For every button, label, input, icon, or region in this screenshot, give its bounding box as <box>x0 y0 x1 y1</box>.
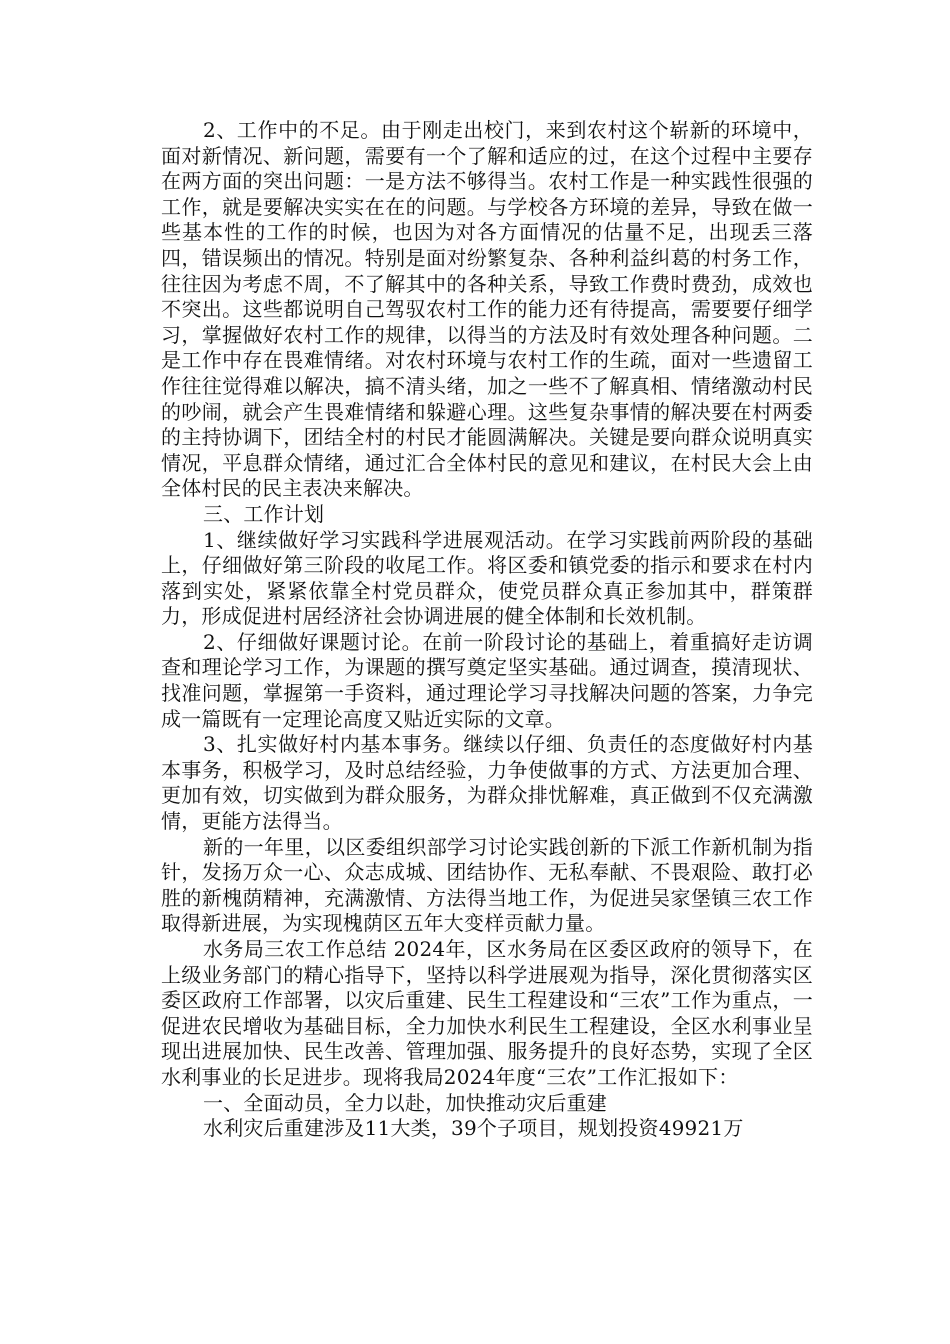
paragraph-work-shortcomings: 2、工作中的不足。由于刚走出校门，来到农村这个崭新的环境中，面对新情况、新问题，需要有一个了解和适应的过，在这个过程中主要存在两方面的突出问题：一是方法不够得当。农村工作是一种实践性很强的工作，就是要解决实实在在的问题。与学校各方环境的差异，导致在做一些基本性的工作的时候，也因为对各方面情况的估量不足，出现丢三落四，错误频出的情况。特别是面对纷繁复杂、各种利益纠葛的村务工作，往往因为考虑不周，不了解其中的各种关系，导致工作费时费劲，成效也不突出。这些都说明自己驾驭农村工作的能力还有待提高，需要要仔细学习，掌握做好农村工作的规律，以得当的方法及时有效处理各种问题。二是工作中存在畏难情绪。对农村环境与农村工作的生疏，面对一些遗留工作往往觉得难以解决，搞不清头绪，加之一些不了解真相、情绪激动村民的吵闹，就会产生畏难情绪和躲避心理。这些复杂事情的解决要在村两委的主持协调下，团结全村的村民才能圆满解决。关键是要向群众说明真实情况，平息群众情绪，通过汇合全体村民的意见和建议，在村民大会上由全体村民的民主表决来解决。 <box>161 118 813 501</box>
paragraph-plan-item-3: 3、扎实做好村内基本事务。继续以仔细、负责任的态度做好村内基本事务，积极学习，及时总结经验，力争使做事的方式、方法更加合理、更加有效，切实做到为群众服务，为群众排忧解难，真正做到不仅充满激情，更能方法得当。 <box>161 732 813 834</box>
paragraph-new-year: 新的一年里，以区委组织部学习讨论实践创新的下派工作新机制为指针，发扬万众一心、众志成城、团结协作、无私奉献、不畏艰险、敢打必胜的新槐荫精神，充满激情、方法得当地工作，为促进吴家堡镇三农工作取得新进展，为实现槐荫区五年大变样贡献力量。 <box>161 834 813 936</box>
document-body <box>161 118 813 1142</box>
heading-work-plan: 三、工作计划 <box>203 501 325 526</box>
paragraph-reconstruction: 水利灾后重建涉及11大类，39个子项目，规划投资49921万 <box>203 1116 744 1141</box>
paragraph-water-bureau-summary: 水务局三农工作总结 2024年，区水务局在区委区政府的领导下，在上级业务部门的精心指导下，坚持以科学进展观为指导，深化贯彻落实区委区政府工作部署，以灾后重建、民生工程建设和“三农”工作为重点，一促进农民增收为基础目标，全力加快水利民生工程建设，全区水利事业呈现出进展加快、民生改善、管理加强、服务提升的良好态势，实现了全区水利事业的长足进步。现将我局2024年度“三农”工作汇报如下： <box>161 937 813 1089</box>
paragraph-plan-item-1: 1、继续做好学习实践科学进展观活动。在学习实践前两阶段的基础上，仔细做好第三阶段的收尾工作。将区委和镇党委的指示和要求在村内落到实处，紧紧依靠全村党员群众，使党员群众真正参加其中，群策群力，形成促进村居经济社会协调进展的健全体制和长效机制。 <box>161 527 813 629</box>
heading-section-one: 一、全面动员，全力以赴，加快推动灾后重建 <box>203 1090 607 1115</box>
paragraph-plan-item-2: 2、仔细做好课题讨论。在前一阶段讨论的基础上，着重搞好走访调查和理论学习工作，为课题的撰写奠定坚实基础。通过调查，摸清现状、找准问题，掌握第一手资料，通过理论学习寻找解决问题的答案，力争完成一篇既有一定理论高度又贴近实际的文章。 <box>161 629 813 731</box>
